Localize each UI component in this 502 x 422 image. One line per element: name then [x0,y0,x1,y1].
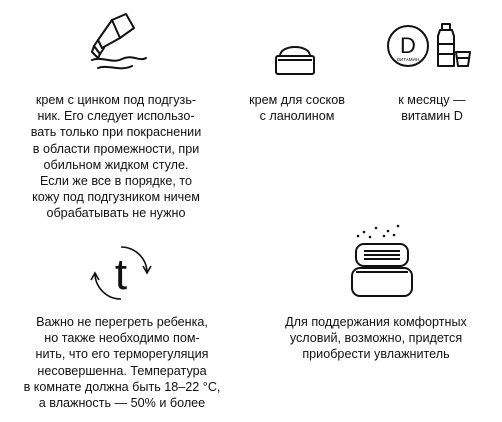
text-line: кожу под подгузником ничем [32,190,200,205]
text-line: в области промежности, при [32,141,200,156]
text-line: к месяцу — [398,93,466,107]
text-line: обильном жидком стуле. [43,157,189,172]
vitamin-d-icon [386,20,476,72]
text-line: а влажность — 50% и более [38,396,206,411]
temperature-description [6,314,238,411]
text-line: но также необходимо пом- [44,331,200,346]
text-line: Важно не перегреть ребенка, [36,315,208,329]
nipple-cream-description [232,92,362,124]
text-line: с ланолином [259,109,335,124]
text-line: приобрести увлажнитель [302,347,450,362]
text-line: ник. Его следует использо- [37,109,195,124]
text-line: Если же все в порядке, то [39,174,193,189]
cream-tube-icon [88,12,158,74]
cream-jar-icon [272,36,318,78]
temperature-cycle-icon [88,240,154,306]
text-line: витамин D [401,109,463,124]
text-line: несовершенна. Температура [37,363,207,378]
humidifier-icon [350,222,414,300]
humidifier-description [262,314,490,363]
text-line: нить, что его терморегуляция [35,347,209,362]
text-line: обрабатывать не нужно [46,206,186,221]
text-line: в комнате должна быть 18–22 °С, [23,379,221,394]
zinc-cream-description [10,92,222,222]
text-line: крем с цинком под подгузь- [35,93,197,107]
vitamin-d-description [372,92,492,124]
temperature-symbol: t [114,250,128,299]
text-line: вать только при покраснении [30,125,202,140]
text-line: Для поддержания комфортных [285,315,467,329]
vitamin-badge-sublabel: ВИТАМИН [396,57,420,62]
text-line: крем для сосков [249,93,345,107]
text-line: условий, возможно, придется [289,331,463,346]
vitamin-badge-letter: D [400,33,416,58]
